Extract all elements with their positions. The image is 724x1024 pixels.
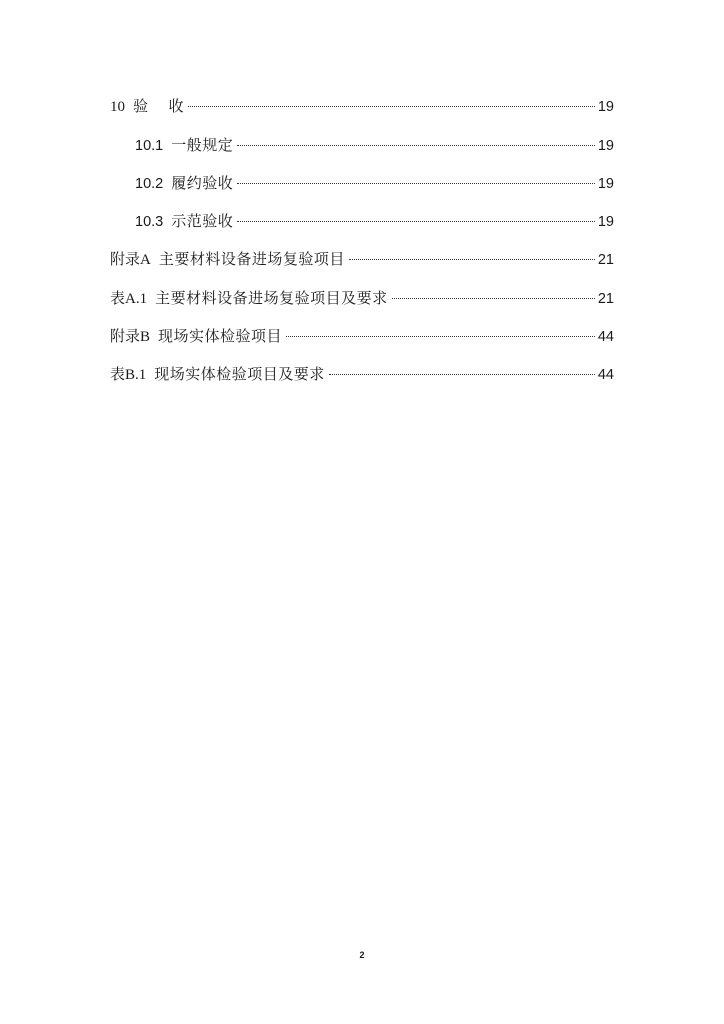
toc-entry-title: 一般规定 <box>171 136 234 154</box>
toc-entry-title: 主要材料设备进场复验项目及要求 <box>155 289 388 307</box>
toc-entry-appendix-a[interactable] <box>110 247 614 271</box>
toc-entry-section-10-2[interactable] <box>135 171 614 195</box>
toc-entry-title-part2: 收 <box>168 97 185 115</box>
toc-entry-number: 10.1 <box>135 138 164 154</box>
toc-entry-number: 10.3 <box>135 214 164 230</box>
toc-entry-number: 表A.1 <box>110 291 148 307</box>
dot-leader <box>237 145 595 146</box>
toc-entry-appendix-b[interactable] <box>110 324 614 348</box>
dot-leader <box>349 259 595 260</box>
toc-entry-title: 现场实体检验项目 <box>158 327 283 345</box>
toc-entry-page: 44 <box>597 329 614 345</box>
toc-entry-page: 21 <box>597 291 614 307</box>
toc-entry-title: 现场实体检验项目及要求 <box>154 365 325 383</box>
page-number: 2 <box>359 950 365 960</box>
toc-entry-title: 主要材料设备进场复验项目 <box>158 250 345 268</box>
toc-entry-page: 19 <box>597 214 614 230</box>
toc-entry-number: 附录A <box>110 252 151 268</box>
dot-leader <box>392 298 595 299</box>
dot-leader <box>329 374 595 375</box>
toc-entry-number: 10 <box>110 99 125 115</box>
dot-leader <box>286 336 595 337</box>
toc-entry-page: 19 <box>597 138 614 154</box>
toc-entry-chapter-10[interactable] <box>110 94 614 118</box>
toc-entry-page: 19 <box>597 99 614 115</box>
dot-leader <box>188 106 595 107</box>
toc-entry-title: 履约验收 <box>171 174 234 192</box>
toc-entry-page: 21 <box>597 252 614 268</box>
dot-leader <box>237 183 595 184</box>
toc-entry-title: 示范验收 <box>171 212 234 230</box>
toc-entry-number: 10.2 <box>135 176 164 192</box>
toc-entry-table-b1[interactable] <box>110 362 614 386</box>
toc-entry-section-10-3[interactable] <box>135 209 614 233</box>
toc-entry-page: 19 <box>597 176 614 192</box>
toc-entry-number: 附录B <box>110 329 151 345</box>
dot-leader <box>237 221 595 222</box>
toc-entry-section-10-1[interactable] <box>135 133 614 157</box>
toc-entry-number: 表B.1 <box>110 367 147 383</box>
toc-entry-title: 验 <box>133 97 149 115</box>
toc-entry-table-a1[interactable] <box>110 286 614 310</box>
toc-entry-page: 44 <box>597 367 614 383</box>
